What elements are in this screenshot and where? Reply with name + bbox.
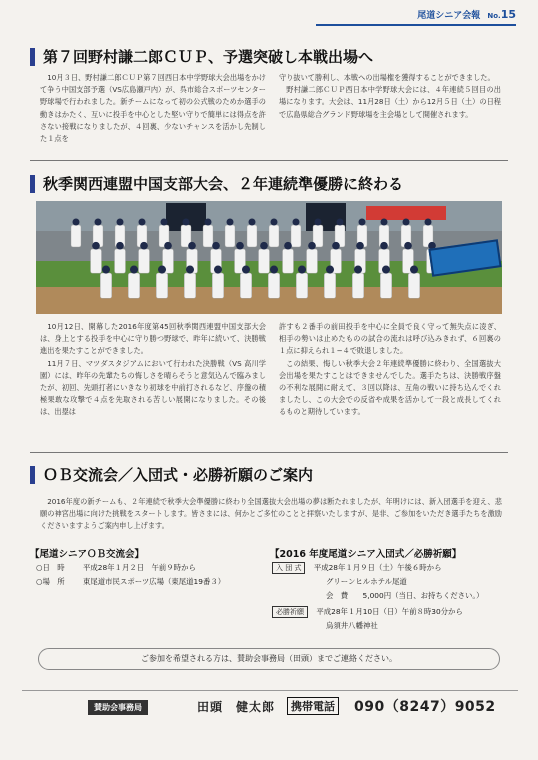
paragraph: 11月７日、マツダスタジアムにおいて行われた決勝戦（VS 高川学園）には、昨年の先輩たちの悔しさを晴らそうと意気込んで臨みましたが、初回、先頭打者にいきなり初球を中前打されるなど、序盤の積極果敢な攻撃で４点を先取される苦しい展開になりました。その後は、出塁は	[40, 358, 266, 417]
paragraph: 10月12日、開幕した2016年度第45回秋季関西連盟中国支部大会は、身上とする投手を中心に守り勝つ野球で、昨年に続いて、決勝戦進出を果たすことができました。	[40, 322, 266, 356]
newsletter-header	[316, 8, 516, 26]
issue-number-label: No.	[487, 12, 501, 20]
entry-label: 入 団 式	[272, 562, 305, 574]
event-intro	[40, 496, 502, 533]
article-autumn-left	[40, 321, 266, 419]
ob-date: 平成28年１月２日 午前９時から	[82, 563, 196, 572]
section-title-nomura-cup: 第７回野村謙二郎ＣＵＰ、予選突破し本戦出場へ	[30, 48, 373, 66]
phone-number: 090（8247）9052	[354, 699, 496, 715]
article-nomura-cup-right	[279, 72, 501, 121]
section-divider	[30, 452, 508, 453]
ob-meeting-title: 【尾道シニアＯＢ交流会】	[30, 549, 145, 560]
entry-ceremony-title: 【2016 年度尾道シニア入団式／必勝祈願】	[270, 549, 462, 560]
office-label: 賛助会事務局	[88, 700, 148, 715]
article-nomura-cup-left	[40, 72, 266, 145]
entry-fee-row	[326, 590, 483, 602]
entry-date-row	[272, 562, 441, 574]
ob-place-row	[36, 576, 225, 588]
section-title-ob-event: ＯＢ交流会／入団式・必勝祈願のご案内	[30, 466, 313, 484]
article-autumn-right	[279, 321, 501, 419]
paragraph: この結果、悔しい秋季大会２年連続準優勝に終わり、全国選抜大会出場を果たすことはできませんでした。選手たちは、決勝戦序盤の不利な展開に耐えて、３回以降は、互角の戦いに持ち込んでくれましたし、この大会での反省や成果を活かして一段と成長してくれるものと期待しています。	[279, 358, 501, 417]
prayer-date: 平成28年１月10日（日）午前８時30分から	[316, 607, 463, 616]
contact-name: 田頭 健太郎	[197, 700, 276, 714]
ob-date-row	[36, 562, 196, 574]
paragraph: 野村謙二郎ＣＵＰ西日本中学野球大会には、４年連続５回目の出場になります。大会は、11月28日（土）から12月５日（土）の日程で広島県総合グランド野球場を主会場として開催されます。	[279, 85, 501, 119]
prayer-date-row	[272, 606, 463, 618]
entry-date: 平成28年１月９日（土）午後６時から	[313, 563, 442, 572]
paragraph: 10月３日、野村謙二郎ＣＵＰ第７回西日本中学野球大会出場をかけて争う中国支部予選（VS広島瀬戸内）が、呉市総合スポーツセンター野球場で行われました。新チームになって初の公式戦のためか選手の動きはかたく、互いに投手を中心とした堅い守りで簡単には得点を許さない接戦になりましたが、４回裏、少ないチャンスを活かし先制した１点を	[40, 73, 266, 144]
entry-fee: 5,000円（当日、お持ちください。）	[362, 591, 484, 600]
paragraph: 守り抜いて勝利し、本戦への出場権を獲得することができました。	[279, 73, 495, 82]
paragraph: 許すも２番手の前田投手を中心に全員で良く守って無失点に凌ぎ、相手の勢いは止めたものの試合の流れは呼び込みきれず、６回裏の１点に抑えられ１−４で敗退しました。	[279, 322, 501, 356]
contact-note: ご参加を希望される方は、賛助会事務局（田頭）までご連絡ください。	[38, 648, 500, 670]
prayer-label: 必勝祈願	[272, 606, 308, 618]
section-divider	[30, 160, 508, 161]
footer-contact	[22, 690, 518, 722]
issue-number: 15	[500, 8, 516, 21]
entry-place: グリーンヒルホテル尾道	[326, 577, 407, 586]
section-title-autumn-tournament: 秋季関西連盟中国支部大会、２年連続準優勝に終わる	[30, 175, 403, 193]
entry-fee-label: 会 費	[326, 591, 349, 600]
paragraph: 2016年度の新チームも、２年連続で秋季大会準優勝に終わり全国選抜大会出場の夢は断たれましたが、年明けには、新入団選手を迎え、悲願の神宮出場に向けた挑戦をスタートします。皆さまには、何かとご多忙のことと拝察いたしますが、是非、ご参加をいただき選手たちを激励くださいますようご案内申し上げます。	[40, 497, 502, 531]
newsletter-title: 尾道シニア会報	[417, 11, 481, 21]
phone-label: 携帯電話	[287, 697, 339, 715]
ob-place-label: ○場 所	[36, 577, 65, 586]
ob-place: 東尾道市民スポーツ広場（東尾道19番３）	[82, 577, 226, 586]
prayer-place: 烏須井八幡神社	[326, 621, 378, 630]
ob-date-label: ○日 時	[36, 563, 65, 572]
